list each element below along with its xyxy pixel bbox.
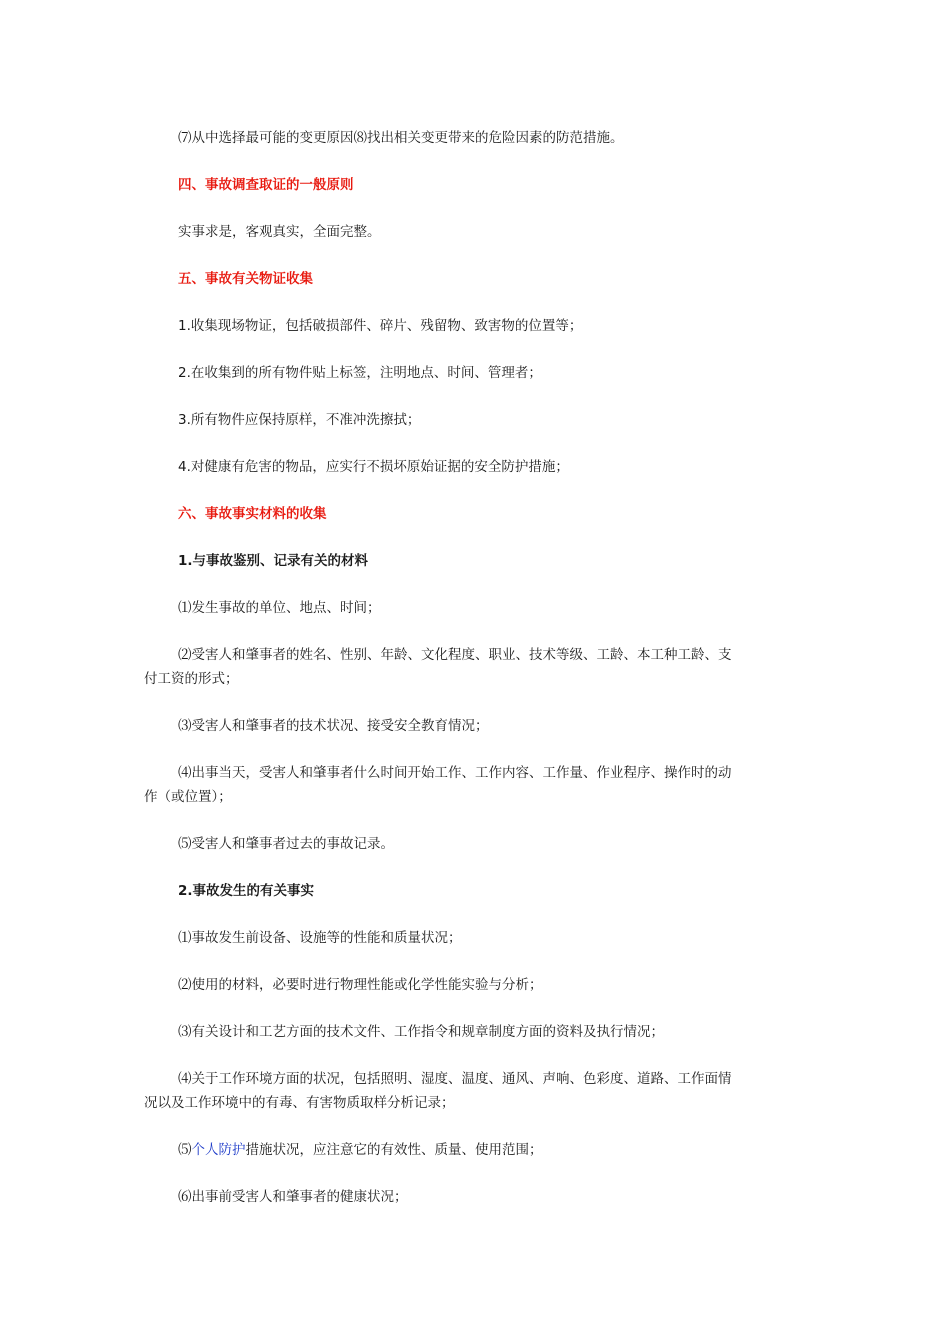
section-heading-4: 四、事故调查取证的一般原则 bbox=[178, 177, 354, 193]
material-item-3: ⑶受害人和肇事者的技术状况、接受安全教育情况； bbox=[178, 718, 489, 734]
fact-item-3: ⑶有关设计和工艺方面的技术文件、工作指令和规章制度方面的资料及执行情况； bbox=[178, 1024, 664, 1040]
evidence-item-4: 4.对健康有危害的物品，应实行不损坏原始证据的安全防护措施； bbox=[178, 459, 569, 475]
fact-item-4-line-2: 况以及工作环境中的有毒、有害物质取样分析记录； bbox=[144, 1095, 455, 1111]
section-heading-5: 五、事故有关物证收集 bbox=[178, 271, 313, 287]
fact-item-4-line-1: ⑷关于工作环境方面的状况，包括照明、湿度、温度、通风、声响、色彩度、道路、工作面情 bbox=[178, 1071, 732, 1087]
material-item-2-line-2: 付工资的形式； bbox=[144, 671, 239, 687]
fact-item-5 bbox=[178, 1138, 543, 1162]
material-item-5: ⑸受害人和肇事者过去的事故记录。 bbox=[178, 836, 394, 852]
fact-item-5-prefix: ⑸ bbox=[178, 1142, 192, 1158]
evidence-item-1: 1.收集现场物证，包括破损部件、碎片、残留物、致害物的位置等； bbox=[178, 318, 583, 334]
subsection-heading-2: 2.事故发生的有关事实 bbox=[178, 883, 315, 899]
paragraph-principle: 实事求是，客观真实，全面完整。 bbox=[178, 224, 381, 240]
paragraph-change-analysis: ⑺从中选择最可能的变更原因⑻找出相关变更带来的危险因素的防范措施。 bbox=[178, 130, 624, 146]
material-item-2-line-1: ⑵受害人和肇事者的姓名、性别、年龄、文化程度、职业、技术等级、工龄、本工种工龄、支 bbox=[178, 647, 732, 663]
fact-item-5-text: 措施状况，应注意它的有效性、质量、使用范围； bbox=[245, 1142, 543, 1158]
material-item-1: ⑴发生事故的单位、地点、时间； bbox=[178, 600, 381, 616]
section-heading-6: 六、事故事实材料的收集 bbox=[178, 506, 327, 522]
material-item-4-line-1: ⑷出事当天，受害人和肇事者什么时间开始工作、工作内容、工作量、作业程序、操作时的动 bbox=[178, 765, 732, 781]
personal-protection-link[interactable]: 个人防护 bbox=[191, 1142, 246, 1158]
subsection-heading-1: 1.与事故鉴别、记录有关的材料 bbox=[178, 553, 369, 569]
fact-item-1: ⑴事故发生前设备、设施等的性能和质量状况； bbox=[178, 930, 462, 946]
evidence-item-3: 3.所有物件应保持原样，不准冲洗擦拭； bbox=[178, 412, 421, 428]
fact-item-2: ⑵使用的材料，必要时进行物理性能或化学性能实验与分析； bbox=[178, 977, 543, 993]
fact-item-6: ⑹出事前受害人和肇事者的健康状况； bbox=[178, 1189, 408, 1205]
evidence-item-2: 2.在收集到的所有物件贴上标签，注明地点、时间、管理者； bbox=[178, 365, 542, 381]
material-item-4-line-2: 作（或位置）； bbox=[144, 789, 232, 805]
